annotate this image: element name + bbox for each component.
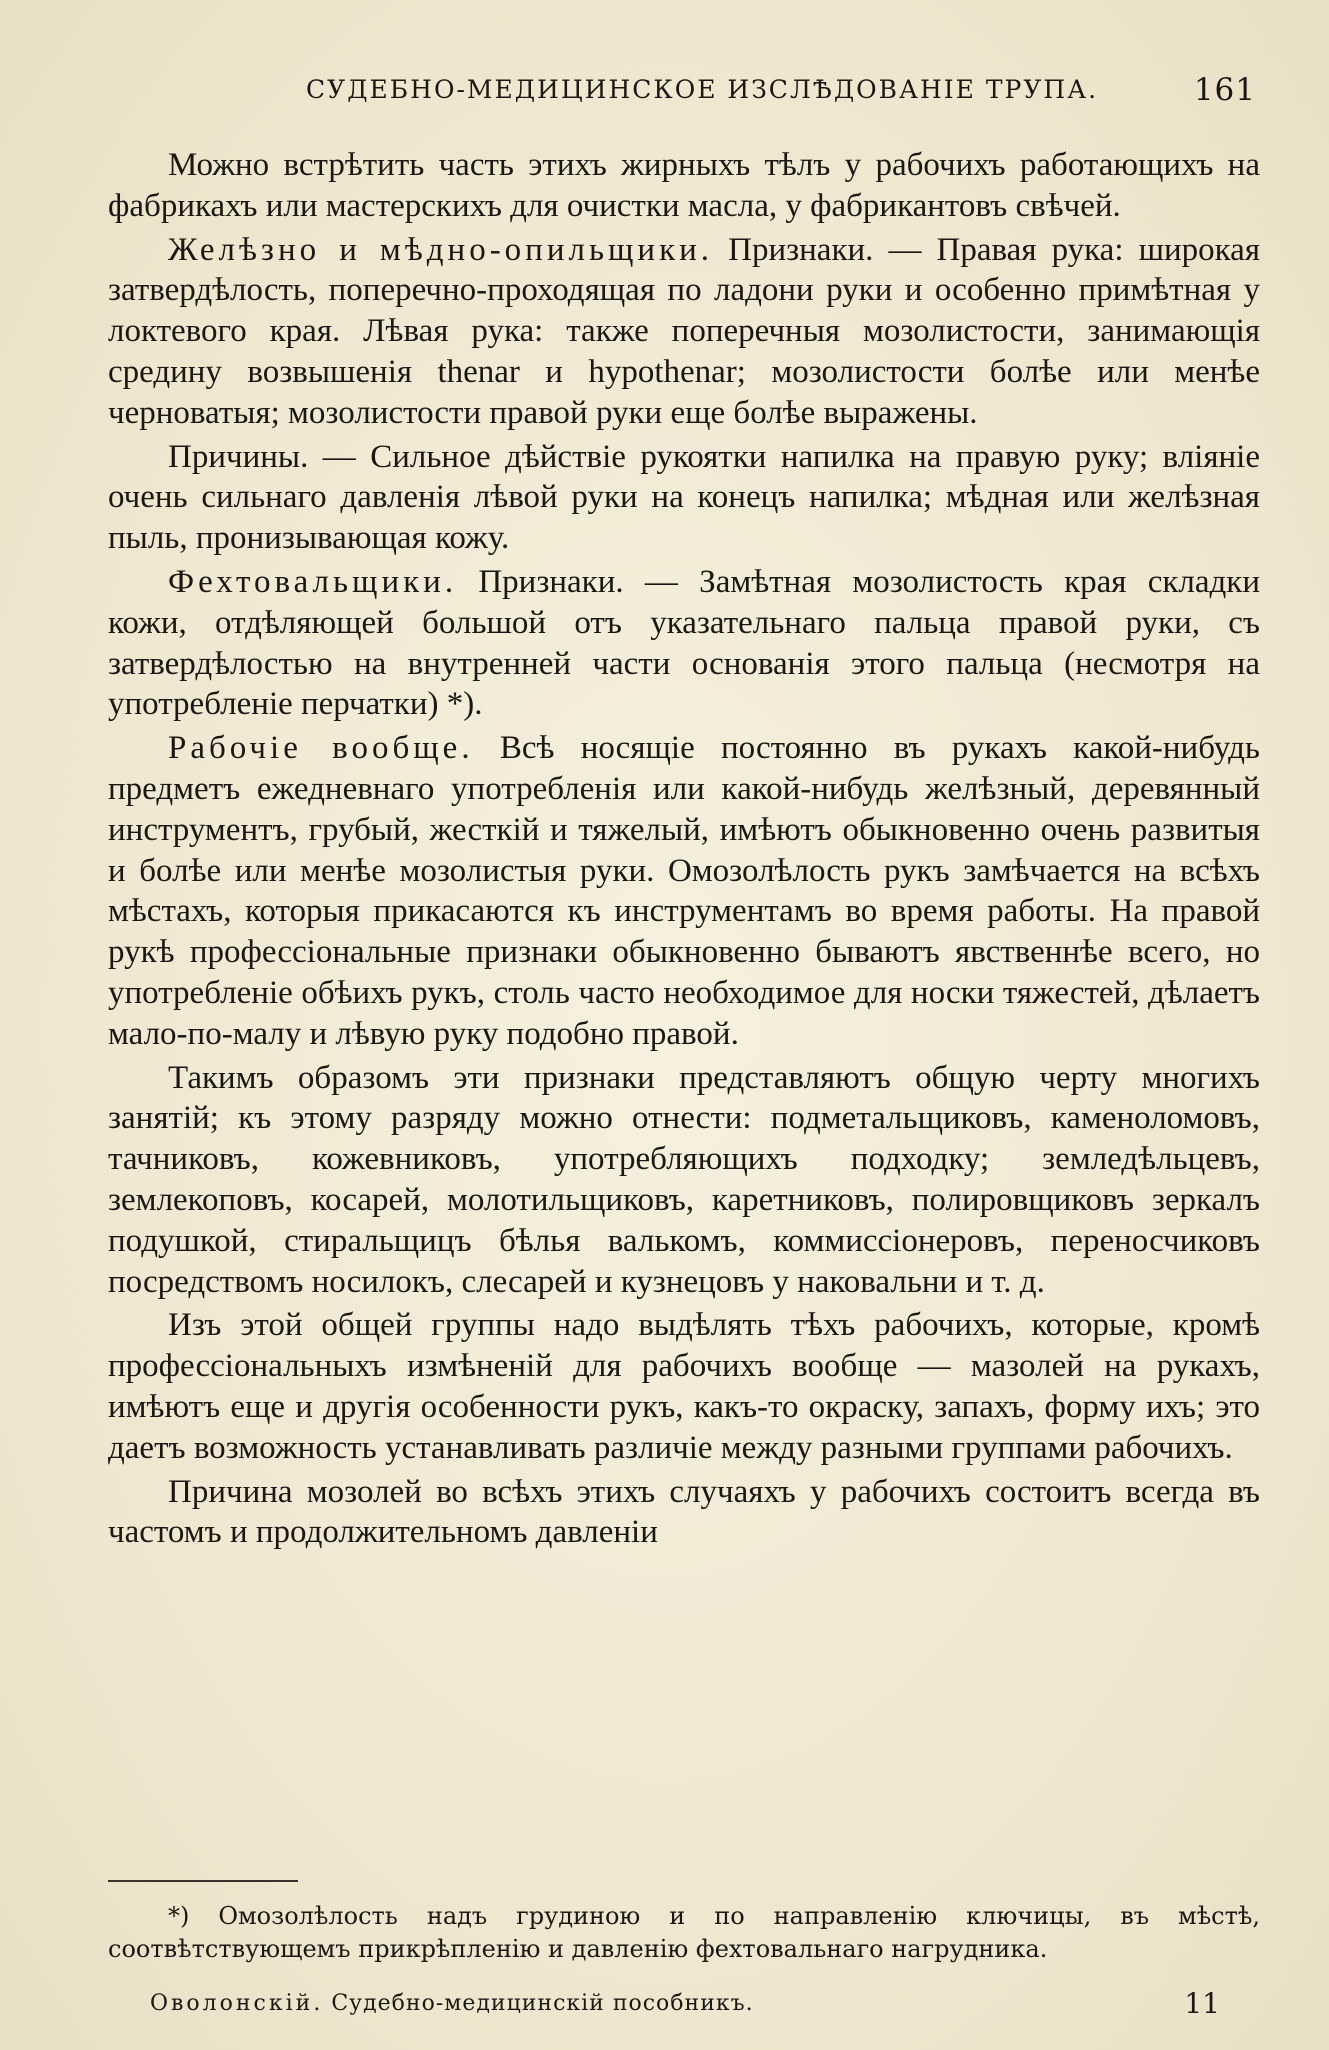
paragraph-text: Такимъ образомъ эти признаки представляютъ общую черту многихъ занятій; къ этому разряду можно отнести: подметальщиковъ, каменоломовъ, тачниковъ, кожевниковъ, употребляющихъ подходку; земледѣльцевъ, землекоповъ, косарей, молотильщиковъ, каретниковъ, полировщиковъ зеркалъ подушкой, стиральщицъ бѣлья валькомъ, коммиссіонеровъ, переносчиковъ посредствомъ носилокъ, слесарей и кузнецовъ у наковальни и т. д. bbox=[108, 1059, 1260, 1300]
paragraph bbox=[108, 562, 1260, 725]
paragraph-text: Признаки. — Замѣтная мозолистость края складки кожи, отдѣляющей большой отъ указательнаго пальца правой руки, съ затвердѣлостью на внутренней части основанія этого пальца (несмотря на употребленіе перчатки) *). bbox=[108, 563, 1260, 723]
paragraph bbox=[108, 230, 1260, 434]
printer-signature bbox=[150, 1986, 1220, 2022]
body-text bbox=[108, 145, 1260, 1556]
section-heading: Фехтовальщики. bbox=[168, 563, 458, 600]
paragraph-text: Признаки. — Правая рука: широкая затвердѣлость, поперечно-проходящая по ладони руки и особенно примѣтная у локтевого края. Лѣвая рука: также поперечныя мозолистости, занимающія средину возвышенія thenar и hypothenar; мозолистости болѣе или менѣе черноватыя; мозолистости правой руки еще болѣе выражены. bbox=[108, 231, 1260, 431]
paragraph-text: Всѣ носящіе постоянно въ рукахъ какой-нибудь предметъ ежедневнаго употребленія или какой-нибудь желѣзный, деревянный инструментъ, грубый, жесткій и тяжелый, имѣютъ обыкновенно очень развитыя и болѣе или менѣе мозолистыя руки. Омозолѣлость рукъ замѣчается на всѣхъ мѣстахъ, которыя прикасаются къ инструментамъ во время работы. На правой рукѣ профессіональные признаки обыкновенно бываютъ явственнѣе всего, но употребленіе обѣихъ рукъ, столь часто необходимое для носки тяжестей, дѣлаетъ мало-по-малу и лѣвую руку подобно правой. bbox=[108, 730, 1260, 1052]
footnote: *) Омозолѣлость надъ грудиною и по направленію ключицы, въ мѣстѣ, соотвѣтствующемъ прикрѣпленію и давленію фехтовальнаго нагрудника. bbox=[108, 1902, 1260, 1963]
paragraph-text: Причина мозолей во всѣхъ этихъ случаяхъ у рабочихъ состоитъ всегда въ частомъ и продолжительномъ давленіи bbox=[108, 1473, 1260, 1551]
running-head bbox=[306, 70, 1256, 110]
signature-book-title: Судебно-медицинскій пособникъ. bbox=[323, 1991, 754, 2016]
paragraph bbox=[108, 1305, 1260, 1468]
paragraph-text: Изъ этой общей группы надо выдѣлять тѣхъ рабочихъ, которые, кромѣ профессіональныхъ измѣненій для рабочихъ вообще — мазолей на рукахъ, имѣютъ еще и другія особенности рукъ, какъ-то окраску, запахъ, форму ихъ; это даетъ возможность устанавливать различіе между разными группами рабочихъ. bbox=[108, 1307, 1260, 1466]
paragraph bbox=[108, 728, 1260, 1054]
paragraph bbox=[108, 1472, 1260, 1554]
paragraph-text: Причины. — Сильное дѣйствіе рукоятки напилка на правую руку; вліяніе очень сильнаго давленія лѣвой руки на конецъ напилка; мѣдная или желѣзная пыль, пронизывающая кожу. bbox=[108, 438, 1260, 557]
signature-author: Оволонскій. bbox=[150, 1991, 324, 2016]
page-number: 161 bbox=[1193, 72, 1256, 108]
signature-text bbox=[150, 1986, 754, 2022]
section-heading: Рабочіе вообще. bbox=[168, 730, 474, 767]
section-heading: Желѣзно и мѣдно-опильщики. bbox=[168, 231, 714, 268]
footnote-divider bbox=[108, 1880, 298, 1882]
paragraph bbox=[108, 1058, 1260, 1303]
running-head-title: СУДЕБНО-МЕДИЦИНСКОЕ ИЗСЛѢДОВАНІЕ ТРУПА. bbox=[306, 75, 1099, 104]
paragraph bbox=[108, 145, 1260, 227]
sheet-mark: 11 bbox=[1184, 1987, 1220, 2020]
paragraph bbox=[108, 437, 1260, 559]
paragraph-text: Можно встрѣтить часть этихъ жирныхъ тѣлъ у рабочихъ работающихъ на фабрикахъ или мастерскихъ для очистки масла, у фабрикантовъ свѣчей. bbox=[108, 147, 1260, 224]
